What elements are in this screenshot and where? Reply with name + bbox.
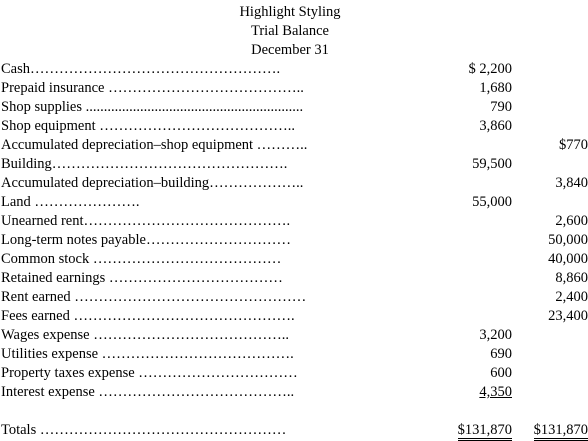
account-name: Retained earnings ……………………………… xyxy=(1,270,283,286)
table-row xyxy=(0,136,588,155)
account-name: Prepaid insurance ………………………………….. xyxy=(1,80,304,96)
table-row xyxy=(0,383,588,402)
debit-amount: 4,350 xyxy=(479,384,512,400)
debit-amount: 1,680 xyxy=(479,80,512,96)
account-name: Shop supplies ............................................................ xyxy=(1,99,304,115)
credit-amount: 40,000 xyxy=(548,251,588,267)
account-name: Accumulated depreciation–building……………….. xyxy=(1,175,304,191)
account-name: Shop equipment ………………………………….. xyxy=(1,118,296,134)
table-row xyxy=(0,193,588,212)
totals-label: Totals …………………………………………… xyxy=(1,422,287,438)
account-name: Long-term notes payable………………………… xyxy=(1,232,291,248)
debit-amount: 600 xyxy=(490,365,512,381)
account-name: Wages expense ………………………………….. xyxy=(1,327,289,343)
statement-header xyxy=(0,3,580,60)
credit-amount: 3,840 xyxy=(555,175,588,191)
table-row xyxy=(0,98,588,117)
table-row xyxy=(0,250,588,269)
debit-amount: 790 xyxy=(490,99,512,115)
credit-amount: 2,400 xyxy=(555,289,588,305)
account-name: Common stock ………………………………… xyxy=(1,251,282,267)
company-name: Highlight Styling xyxy=(239,4,341,20)
table-row xyxy=(0,326,588,345)
debit-amount: 55,000 xyxy=(472,194,512,210)
totals-row xyxy=(0,421,588,441)
credit-amount: 23,400 xyxy=(548,308,588,324)
statement-date: December 31 xyxy=(251,42,329,58)
table-row xyxy=(0,79,588,98)
account-name: Property taxes expense …………………………… xyxy=(1,365,298,381)
debit-amount: 3,200 xyxy=(479,327,512,343)
table-row xyxy=(0,307,588,326)
account-name: Rent earned ………………………………………… xyxy=(1,289,307,305)
debit-amount: 59,500 xyxy=(472,156,512,172)
debit-amount: 3,860 xyxy=(479,118,512,134)
total-credit xyxy=(500,421,588,440)
table-row xyxy=(0,269,588,288)
table-row xyxy=(0,364,588,383)
account-name: Interest expense ………………………………….. xyxy=(1,384,295,400)
table-row xyxy=(0,117,588,136)
account-name: Utilities expense …………………………………. xyxy=(1,346,294,362)
credit-amount: 2,600 xyxy=(555,213,588,229)
account-name: Land …………………. xyxy=(1,194,140,210)
debit-amount: $ 2,200 xyxy=(468,61,512,77)
table-row xyxy=(0,288,588,307)
statement-title: Trial Balance xyxy=(251,23,329,39)
account-name: Accumulated depreciation–shop equipment ……….. xyxy=(1,137,308,153)
table-row xyxy=(0,155,588,174)
table-row xyxy=(0,174,588,193)
debit-amount: 690 xyxy=(490,346,512,362)
account-name: Cash……………………………………………. xyxy=(1,61,281,77)
credit-amount: $770 xyxy=(559,137,588,153)
account-name: Fees earned ………………………………………. xyxy=(1,308,295,324)
credit-amount: 8,860 xyxy=(555,270,588,286)
total-credit-value: $131,870 xyxy=(534,422,588,441)
table-row xyxy=(0,231,588,250)
total-debit xyxy=(420,421,512,440)
credit-amount: 50,000 xyxy=(548,232,588,248)
table-row xyxy=(0,345,588,364)
total-debit-value: $131,870 xyxy=(458,422,512,441)
table-row xyxy=(0,212,588,231)
account-name: Building…………………………………………. xyxy=(1,156,288,172)
table-row xyxy=(0,60,588,79)
account-name: Unearned rent……………………………………. xyxy=(1,213,291,229)
